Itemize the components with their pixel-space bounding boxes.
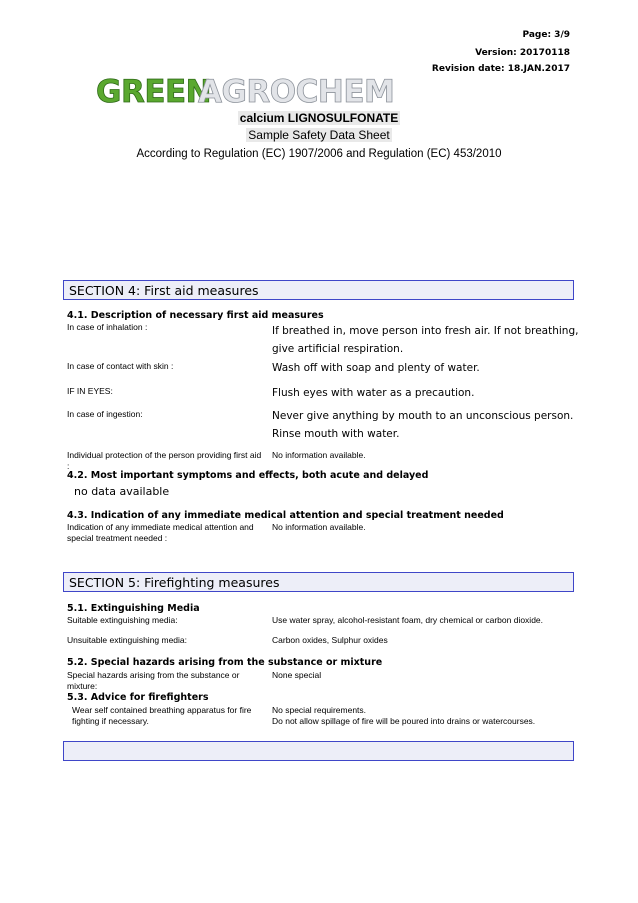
document-title: Sample Safety Data Sheet [248,128,390,142]
subsection-4-3-title: 4.3. Indication of any immediate medical attention and special treatment needed [67,510,504,521]
logo-text-grey: AGROCHEM [198,74,395,110]
subsection-5-3-title: 5.3. Advice for firefighters [67,692,209,703]
medical-attention-value: No information available. [272,522,366,532]
product-name: calcium LIGNOSULFONATE [239,111,399,125]
inhalation-label: In case of inhalation : [67,322,148,332]
logo-text-green: GREEN [96,74,212,110]
ingestion-value: Never give anything by mouth to an unconscious person. Rinse mouth with water. [272,410,574,440]
skin-value: Wash off with soap and plenty of water. [272,362,480,374]
section-4-header: SECTION 4: First aid measures [63,280,574,300]
section-5-header: SECTION 5: Firefighting measures [63,572,574,592]
symptoms-value: no data available [74,485,170,498]
suitable-media-label: Suitable extinguishing media: [67,615,178,625]
ingestion-label: In case of ingestion: [67,409,143,419]
ppe-value: No information available. [272,450,366,460]
page-number: Page: 3/9 [522,30,570,40]
eyes-value: Flush eyes with water as a precaution. [272,387,475,399]
subsection-4-1-title: 4.1. Description of necessary first aid measures [67,310,324,321]
regulation-line: According to Regulation (EC) 1907/2006 and Regulation (EC) 453/2010 [136,148,502,160]
firefighter-advice-label: Wear self contained breathing apparatus for fire fighting if necessary. [72,705,252,726]
subsection-4-2-title: 4.2. Most important symptoms and effects, both acute and delayed [67,470,429,481]
special-hazards-label: Special hazards arising from the substance or mixture: [67,670,240,691]
medical-attention-label: Indication of any immediate medical attention and special treatment needed : [67,522,254,543]
eyes-label: IF IN EYES: [67,386,113,396]
firefighter-advice-value-2: Do not allow spillage of fire will be poured into drains or watercourses. [272,716,536,726]
section-6-header [63,741,574,761]
skin-label: In case of contact with skin : [67,361,174,371]
suitable-media-value: Use water spray, alcohol-resistant foam, dry chemical or carbon dioxide. [272,615,544,625]
subsection-5-2-title: 5.2. Special hazards arising from the substance or mixture [67,657,383,668]
company-logo [96,74,395,110]
special-hazards-value: None special [272,670,322,680]
subsection-5-1-title: 5.1. Extinguishing Media [67,603,200,614]
unsuitable-media-value: Carbon oxides, Sulphur oxides [272,635,388,645]
revision-date: Revision date: 18.JAN.2017 [431,64,570,74]
version: Version: 20170118 [475,48,570,58]
inhalation-value: If breathed in, move person into fresh air. If not breathing, give artificial respiration. [272,325,579,355]
unsuitable-media-label: Unsuitable extinguishing media: [67,635,188,645]
ppe-label: Individual protection of the person providing first aid : [67,450,262,471]
firefighter-advice-value-1: No special requirements. [272,705,367,715]
